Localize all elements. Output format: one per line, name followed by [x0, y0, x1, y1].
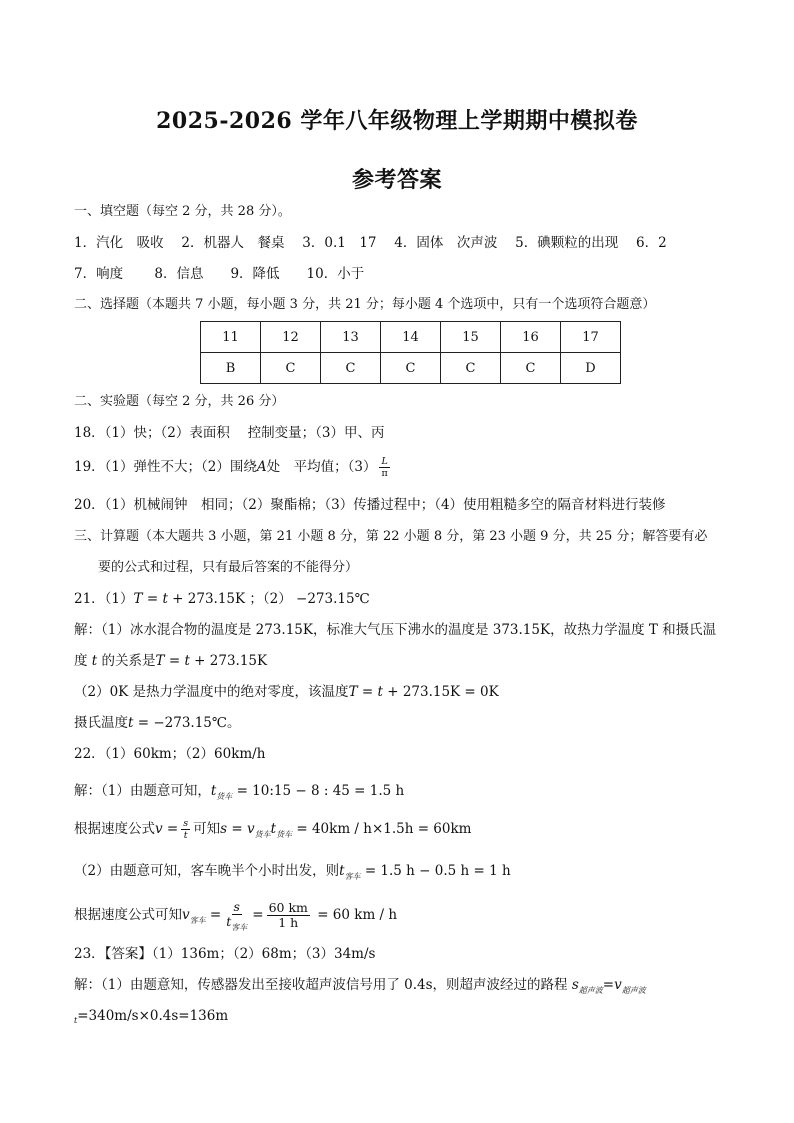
fraction-l-over-pi [379, 456, 389, 479]
fraction-denominator: 1 h [278, 915, 299, 930]
choice-answer-cell: D [561, 353, 621, 384]
choice-number-cell: 17 [561, 322, 621, 353]
eq-sign: = [357, 684, 378, 700]
subscript: 货车 [216, 792, 233, 801]
solution-q22-line2: 根据速度公式v = $\frac{s}{t}$ 可知$s = v_{货车}t_{货车} = 40km / h\times 1.5h = 60km$ [74, 818, 472, 841]
solution-q21-line3 [74, 683, 499, 701]
choice-table-row-answers [201, 353, 621, 384]
var-t: t [210, 783, 217, 799]
subscript: 超声波 [621, 986, 646, 995]
var-t: t [128, 715, 134, 731]
text: = 60 km / h [312, 907, 398, 923]
choice-answer-cell: B [201, 353, 261, 384]
text: 解：（1）由题意知，传感器发出至接收超声波信号用了 0.4s，则超声波经过的路程 [74, 977, 568, 993]
fraction-denominator: π [381, 468, 388, 479]
fraction-numerator: s [183, 818, 189, 829]
subscript: 客车 [344, 872, 361, 881]
choice-answer-cell: C [441, 353, 501, 384]
var-t: t [270, 821, 277, 837]
solution-q23-line2 [74, 1007, 228, 1027]
var-v: v [614, 977, 622, 993]
text: （2）由题意可知，客车晚半个小时出发，则 [74, 863, 340, 879]
solution-q22-line4: 根据速度公式可知$v_{客车}$ = $\frac{s}{t_{客车}}$ = $\frac{60 km}{1 h}$ = 60 km / h [74, 899, 398, 932]
answer-q19 [74, 456, 393, 479]
answer-q19-part2: 处 平均值；（3） [266, 459, 377, 475]
page-subtitle: 参考答案 [351, 167, 442, 193]
fraction-s-over-t-bus [224, 900, 249, 931]
section-heading-calculation-cont: 要的公式和过程，只有最后答案的不能得分） [98, 560, 359, 575]
text: = 40km / h×1.5h = 60km [292, 821, 472, 837]
answer-q22: 22．（1）60km；（2）60km/h [74, 746, 266, 762]
choice-answer-cell: C [501, 353, 561, 384]
choice-number-cell: 16 [501, 322, 561, 353]
answer-q18: 18．（1）快；（2）表面积 控制变量；（3）甲、丙 [74, 425, 385, 441]
fill-blank-answers-row1: 1．汽化 吸收 2．机器人 餐桌 3．0.1 17 4．固体 次声波 5．碘颗粒的出现 6．2 [74, 235, 667, 251]
subscript: 货车 [276, 830, 293, 839]
choice-answer-cell: C [381, 353, 441, 384]
var-t: t [91, 653, 98, 669]
choice-answer-cell: C [321, 353, 381, 384]
solution-q21-line1: 解：（1）冰水混合物的温度是 273.15K，标准大气压下沸水的温度是 373.15K，故热力学温度 T 和摄氏温 [74, 622, 717, 638]
point-a-var: A [256, 459, 267, 475]
section-heading-multiple-choice: 二、选择题（本题共 7 小题，每小题 3 分，共 21 分；每小题 4 个选项中，只有一个选项符合题意） [74, 297, 656, 312]
section-heading-calculation: 三、计算题（本大题共 3 小题，第 21 小题 8 分，第 22 小题 8 分，第 23 小题 9 分，共 25 分；解答要有必 [74, 529, 708, 544]
text: = 1.5 h − 0.5 h = 1 h [360, 863, 511, 879]
text: 的关系是 [101, 653, 156, 669]
subscript: 超声波 [578, 986, 603, 995]
text: + 273.15K [189, 653, 268, 669]
answer-q21 [74, 590, 370, 608]
subscript-t: t [74, 1016, 78, 1025]
var-T: T [133, 591, 143, 607]
solution-q23-line1: 解：（1）由题意知，传感器发出至接收超声波信号用了 0.4s，则超声波经过的路程 $s_{超声波}=v_{超声波}$ [74, 977, 646, 995]
text: 根据速度公式 [74, 821, 155, 837]
eq-sign: = [142, 591, 163, 607]
section-heading-fill-blank: 一、填空题（每空 2 分，共 28 分）。 [74, 204, 291, 219]
text: = 10:15 − 8 : 45 = 1.5 h [232, 783, 405, 799]
answer-q23: 23．【答案】（1）136m；（2）68m；（3）34m/s [74, 946, 376, 962]
fraction-60km-over-1h [267, 901, 310, 930]
var-t: t [184, 653, 190, 669]
answer-q20: 20．（1）机械闹钟 相同；（2）聚酯棉；（3）传播过程中；（4）使用粗糙多空的隔音材料进行装修 [74, 497, 666, 513]
subscript: 客车 [189, 916, 206, 925]
solution-q21-line4 [74, 714, 240, 732]
choice-answer-cell: C [261, 353, 321, 384]
choice-number-cell: 11 [201, 322, 261, 353]
var-v: v [246, 821, 255, 837]
text: 可知 [193, 821, 221, 837]
choice-number-cell: 12 [261, 322, 321, 353]
var-t: t [339, 863, 345, 879]
fill-blank-answers-row2: 7．响度 8．信息 9．降低 10．小于 [74, 266, 365, 282]
var-t: t [162, 591, 168, 607]
fraction-denominator: t [183, 830, 188, 841]
solution-q22-line3 [74, 862, 511, 882]
var-t: t [226, 914, 232, 929]
choice-number-cell: 14 [381, 322, 441, 353]
choice-table-row-numbers [201, 322, 621, 353]
fraction-numerator: 60 km [268, 900, 308, 915]
choice-number-cell: 13 [321, 322, 381, 353]
var-s: s [220, 821, 228, 837]
subscript: 客车 [231, 923, 248, 932]
text: = −273.15℃。 [133, 715, 241, 731]
text: 度 [74, 653, 88, 669]
text: （2）0K 是热力学温度中的绝对零度，该温度 [74, 684, 349, 700]
q21-label: 21．（1） [74, 591, 134, 607]
fraction-numerator: L [381, 456, 388, 467]
var-T: T [155, 653, 165, 669]
solution-q22-line1 [74, 782, 404, 802]
page-title: 2025-2026 学年八年级物理上学期期中模拟卷 [156, 108, 638, 134]
section-heading-experiment: 二、实验题（每空 2 分，共 26 分） [74, 394, 285, 409]
text: + 273.15K = 0K [382, 684, 499, 700]
choice-number-cell: 15 [441, 322, 501, 353]
var-s: s [571, 977, 579, 993]
var-t: t [377, 684, 383, 700]
fraction-numerator: s [233, 899, 240, 914]
var-v: v [182, 907, 190, 923]
text: 摄氏温度 [74, 715, 128, 731]
var-v: v [155, 821, 163, 837]
fraction-s-over-t [181, 818, 190, 841]
answer-q19-part1: 19．（1）弹性不大；（2）围绕 [74, 459, 257, 475]
choice-answer-table [200, 321, 621, 384]
subscript: 货车 [254, 830, 271, 839]
text: =340m/s×0.4s=136m [77, 1008, 229, 1024]
var-T: T [348, 684, 358, 700]
q21-eq-rest: + 273.15K ；（2） −273.15℃ [167, 591, 370, 607]
eq-sign: = [164, 653, 185, 669]
text: 根据速度公式可知 [74, 907, 182, 923]
solution-q21-line2 [74, 652, 267, 670]
text: 解：（1）由题意可知， [74, 783, 211, 799]
